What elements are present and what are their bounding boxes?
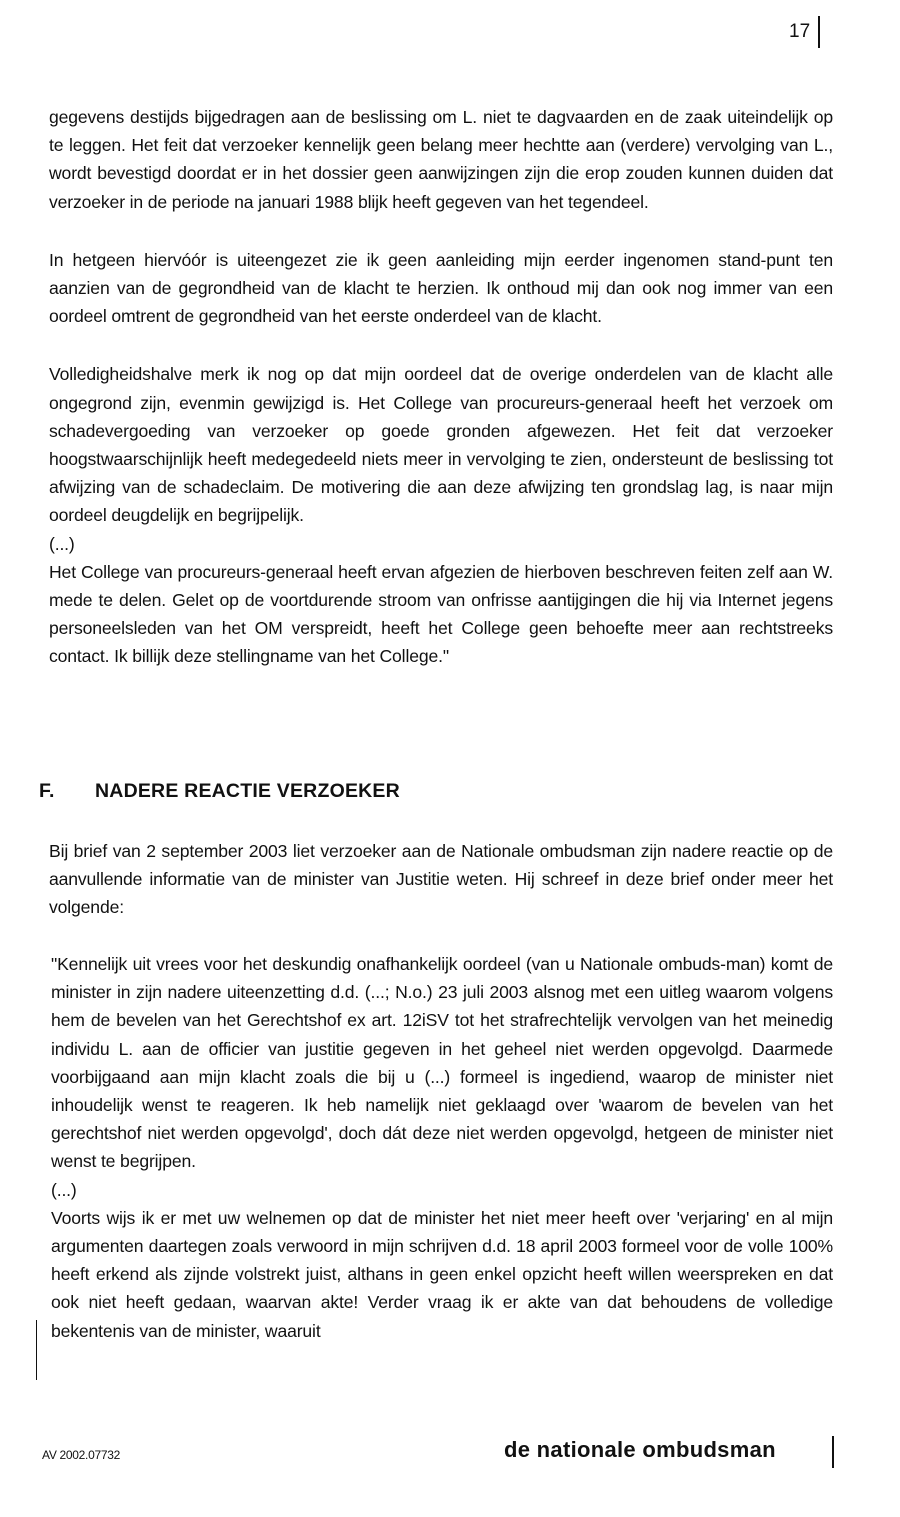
paragraph-4: Het College van procureurs-generaal heeft ervan afgezien de hierboven beschreven feiten zelf aan W. mede te delen. Gelet op de voortdurende stroom van onfrisse aantijgingen die hij via Internet jegens personeelsleden van het OM verspreidt, heeft het College geen behoefte meer aan rechtstreeks contact. Ik billijk deze stellingname van het College." [49, 561, 833, 667]
paragraph-1: gegevens destijds bijgedragen aan de beslissing om L. niet te dagvaarden en de zaak uiteindelijk op te leggen. Het feit dat verzoeker kennelijk geen belang meer hechtte aan (verdere) vervolging van L., wordt bevestigd doordat er in het dossier geen aanwijzingen zijn die erop zouden kunnen duiden dat verzoeker in de periode na januari 1988 blijk heeft gegeven van het tegendeel. [49, 107, 833, 212]
section-f-intro: Bij brief van 2 september 2003 liet verzoeker aan de Nationale ombudsman zijn nadere reactie op de aanvullende informatie van de minister van Justitie weten. Hij schreef in deze brief onder meer het volgende: [49, 841, 833, 918]
page-number-divider [818, 16, 820, 48]
footer-brand: de nationale ombudsman [504, 1437, 776, 1462]
quote-paragraph-2: Voorts wijs ik er met uw welnemen op dat de minister het niet meer heeft over 'verjaring' en al mijn argumenten daartegen zoals verwoord in mijn schrijven d.d. 18 april 2003 formeel voor de volle 100% heeft erkend als zijnde volstrekt juist, althans in geen enkel opzicht heeft willen weerspreken en dat ook niet heeft gedaan, waarvan akte! Verder vraag ik er akte van dat behoudens de volledige bekentenis van de minister, waaruit [51, 1207, 833, 1341]
section-title: NADERE REACTIE VERZOEKER [95, 780, 400, 802]
footer-reference: AV 2002.07732 [42, 1448, 120, 1462]
ellipsis: (...) [49, 533, 75, 554]
section-heading [39, 780, 400, 803]
footer-divider [832, 1436, 834, 1468]
paragraph-3: Volledigheidshalve merk ik nog op dat mijn oordeel dat de overige onderdelen van de klacht alle ongegrond zijn, evenmin gewijzigd is. Het College van procureurs-generaal heeft het verzoek om schadevergoeding van verzoeker op goede gronden afgewezen. Het feit dat verzoeker hoogstwaarschijnlijk heeft medegedeeld niets meer in vervolging te zien, ondersteunt de beslissing tot afwijzing van de schadeclaim. De motivering die aan deze afwijzing ten grondslag lag, is naar mijn oordeel deugdelijk en begrijpelijk. [49, 364, 833, 526]
change-margin-bar [36, 1320, 37, 1380]
paragraph-2: In hetgeen hiervóór is uiteengezet zie ik geen aanleiding mijn eerder ingenomen stand-punt ten aanzien van de gegrondheid van de klacht te herzien. Ik onthoud mij dan ook nog immer van een oordeel omtrent de gegrondheid van het eerste onderdeel van de klacht. [49, 249, 833, 327]
quoted-letter [51, 950, 833, 1345]
section-f-intro-block [49, 837, 833, 922]
page-number: 17 [789, 21, 811, 42]
ellipsis: (...) [51, 1179, 77, 1200]
spacer [49, 330, 833, 360]
body-text-top [49, 103, 833, 671]
spacer [49, 216, 833, 246]
quote-paragraph-1: "Kennelijk uit vrees voor het deskundig onafhankelijk oordeel (van u Nationale ombuds-man) komt de minister in zijn nadere uiteenzetting d.d. (...; N.o.) 23 juli 2003 alsnog met een uitleg waarom volgens hem de bevelen van het Gerechtshof ex art. 12iSV tot het strafrechtelijk vervolgen van het meinedig individu L. aan de officier van justitie gegeven in het geheel niet werden opgevolgd. Daarmede voorbijgaand aan mijn klacht zoals die bij u (...) formeel is ingediend, waarop de minister niet inhoudelijk wenst te reageren. Ik heb namelijk niet geklaagd over 'waarom de bevelen van het gerechtshof niet werden opgevolgd', doch dát deze niet werden opgevolgd, hetgeen de minister niet wenst te begrijpen. [51, 954, 833, 1172]
section-number: F. [39, 780, 55, 802]
